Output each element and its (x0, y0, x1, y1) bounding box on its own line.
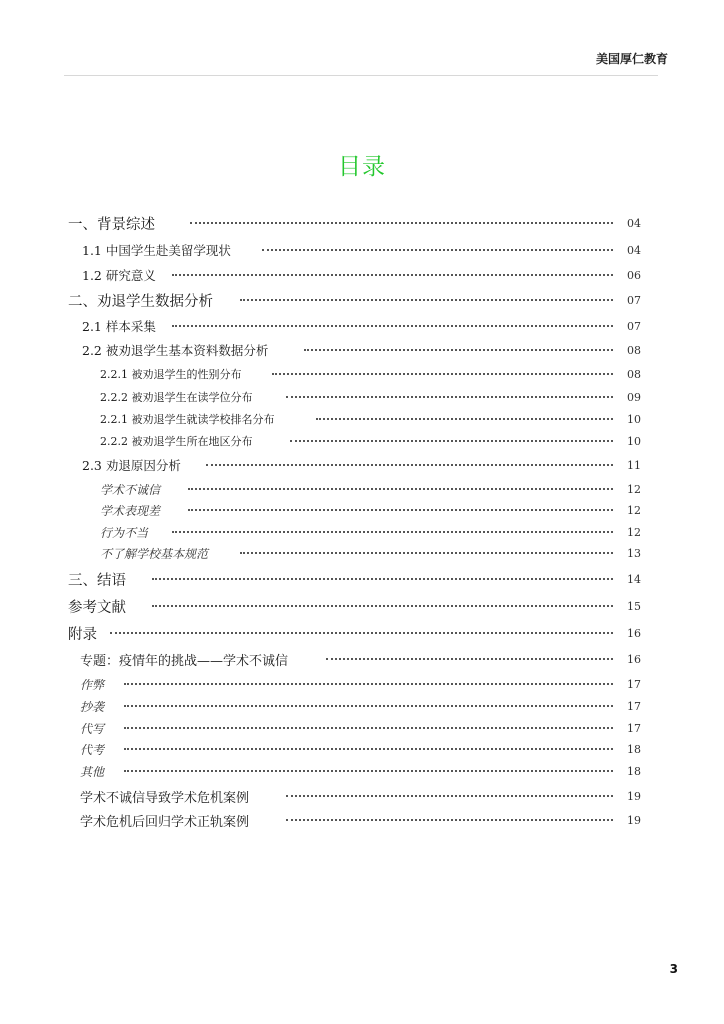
toc-entry-page: 19 (627, 789, 641, 803)
toc-entry-page: 11 (627, 458, 641, 472)
toc-entry-page: 09 (627, 390, 641, 404)
header-brand: 美国厚仁教育 (595, 52, 668, 66)
dot-leader (206, 464, 613, 466)
toc-entry[interactable] (0, 648, 724, 670)
toc-entry-label: 2.2.1 被劝退学生的性别分布 (100, 368, 242, 381)
toc-entry[interactable] (0, 478, 724, 500)
toc-entry[interactable] (0, 521, 724, 543)
toc-entry-label: 学术不诚信 (100, 482, 161, 497)
toc-entry[interactable] (0, 568, 724, 590)
toc-entry-page: 06 (627, 268, 641, 282)
toc-entry-label: 作弊 (80, 677, 105, 692)
toc-entry-label: 专题：疫情年的挑战——学术不诚信 (80, 653, 289, 669)
toc-entry-page: 10 (627, 412, 641, 426)
toc-entry-label: 代考 (80, 742, 105, 757)
toc-entry-label: 学术危机后回归学术正轨案例 (80, 814, 250, 830)
toc-entry-page: 04 (627, 243, 641, 257)
toc-entry-page: 15 (627, 599, 641, 613)
toc-entry[interactable] (0, 760, 724, 782)
toc-entry-label: 1.2 研究意义 (82, 268, 156, 283)
toc-entry-page: 07 (627, 319, 641, 333)
toc-entry-label: 学术不诚信导致学术危机案例 (80, 790, 250, 806)
dot-leader (124, 683, 613, 685)
toc-entry[interactable] (0, 809, 724, 831)
toc-entry-label: 行为不当 (100, 525, 149, 540)
dot-leader (172, 274, 613, 276)
toc-entry-label: 1.1 中国学生赴美留学现状 (82, 243, 231, 258)
dot-leader (290, 440, 613, 442)
toc-entry[interactable] (0, 785, 724, 807)
toc-entry-page: 13 (627, 546, 641, 560)
dot-leader (188, 488, 613, 490)
toc-entry-page: 12 (627, 482, 641, 496)
dot-leader (124, 705, 613, 707)
toc-entry-page: 17 (627, 721, 641, 735)
toc-entry[interactable] (0, 622, 724, 644)
toc-entry-page: 16 (627, 626, 641, 640)
dot-leader (240, 552, 613, 554)
toc-entry-label: 2.3 劝退原因分析 (82, 458, 181, 473)
toc-entry-label: 一、背景综述 (68, 216, 155, 233)
toc-entry-page: 18 (627, 764, 641, 778)
toc-title: 目录 (338, 154, 386, 180)
dot-leader (326, 658, 613, 660)
toc-entry-page: 12 (627, 525, 641, 539)
toc-entry-label: 2.2.2 被劝退学生所在地区分布 (100, 435, 253, 448)
toc-entry-page: 10 (627, 434, 641, 448)
dot-leader (304, 349, 613, 351)
toc-entry[interactable] (0, 542, 724, 564)
toc-entry[interactable] (0, 339, 724, 361)
toc-entry[interactable] (0, 695, 724, 717)
dot-leader (152, 605, 613, 607)
page-number: 3 (669, 962, 678, 976)
toc-entry-page: 08 (627, 367, 641, 381)
toc-entry-label: 学术表现差 (100, 503, 161, 518)
dot-leader (124, 748, 613, 750)
toc-entry[interactable] (0, 454, 724, 476)
toc-entry-page: 07 (627, 293, 641, 307)
toc-entry-page: 17 (627, 677, 641, 691)
toc-entry[interactable] (0, 430, 724, 452)
toc-entry-page: 16 (627, 652, 641, 666)
toc-entry-page: 17 (627, 699, 641, 713)
dot-leader (110, 632, 613, 634)
toc-entry-page: 12 (627, 503, 641, 517)
toc-entry-label: 2.1 样本采集 (82, 319, 156, 334)
toc-entry-page: 08 (627, 343, 641, 357)
toc-entry-label: 2.2 被劝退学生基本资料数据分析 (82, 343, 269, 358)
toc-entry-label: 其他 (80, 764, 105, 779)
toc-entry[interactable] (0, 315, 724, 337)
dot-leader (124, 727, 613, 729)
dot-leader (240, 299, 613, 301)
dot-leader (286, 819, 613, 821)
dot-leader (124, 770, 613, 772)
toc-entry-label: 2.2.1 被劝退学生就读学校排名分布 (100, 413, 275, 426)
toc-entry-label: 2.2.2 被劝退学生在读学位分布 (100, 391, 253, 404)
header-divider (64, 75, 658, 76)
dot-leader (172, 531, 613, 533)
dot-leader (286, 396, 613, 398)
toc-entry[interactable] (0, 717, 724, 739)
dot-leader (262, 249, 613, 251)
dot-leader (316, 418, 613, 420)
toc-entry-label: 抄袭 (80, 699, 105, 714)
dot-leader (188, 509, 613, 511)
toc-entry-label: 附录 (68, 626, 97, 643)
toc-entry[interactable] (0, 673, 724, 695)
toc-entry[interactable] (0, 408, 724, 430)
toc-entry-label: 不了解学校基本规范 (100, 546, 209, 561)
toc-entry[interactable] (0, 264, 724, 286)
toc-entry-page: 18 (627, 742, 641, 756)
dot-leader (272, 373, 613, 375)
toc-entry-page: 19 (627, 813, 641, 827)
dot-leader (172, 325, 613, 327)
toc-entry-label: 代写 (80, 721, 105, 736)
dot-leader (190, 222, 613, 224)
toc-entry[interactable] (0, 595, 724, 617)
toc-entry[interactable] (0, 738, 724, 760)
toc-entry[interactable] (0, 212, 724, 234)
toc-entry[interactable] (0, 239, 724, 261)
toc-entry[interactable] (0, 289, 724, 311)
toc-entry-page: 14 (627, 572, 641, 586)
toc-entry-label: 三、结语 (68, 572, 126, 589)
toc-entry[interactable] (0, 363, 724, 385)
dot-leader (286, 795, 613, 797)
toc-entry-label: 二、劝退学生数据分析 (68, 293, 213, 310)
dot-leader (152, 578, 613, 580)
toc-entry-label: 参考文献 (68, 599, 126, 616)
toc-entry-page: 04 (627, 216, 641, 230)
toc-entry[interactable] (0, 499, 724, 521)
toc-entry[interactable] (0, 386, 724, 408)
